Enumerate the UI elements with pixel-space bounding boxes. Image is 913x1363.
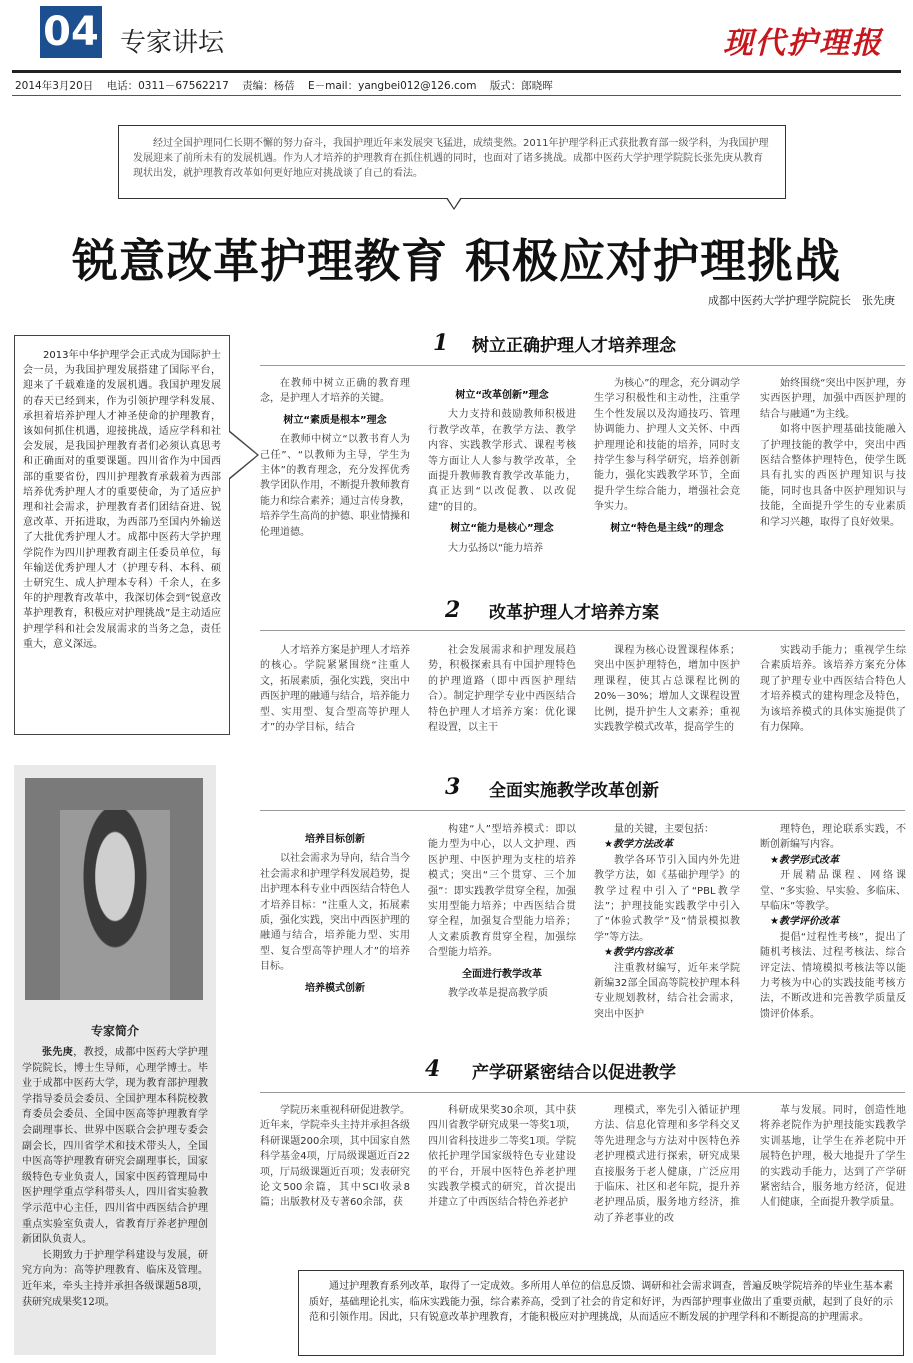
section-1-subhead-3: 树立“能力是核心”理念 bbox=[450, 523, 554, 535]
section-1-col-2: 树立“改革创新”理念 大力支持和鼓励教师积极进行教学改革，在教学方法、教学内容、实践教学形式、课程考核等方面让人人参与教学改革，全面提升教师教育教学改革能力，真正达到“以改促教、以改促建”的目的。 树立“能力是核心”理念 大力弘扬以“能力培养 bbox=[428, 390, 576, 554]
section-4-col-3: 理模式，率先引入循证护理方法、信息化管理和多学科交叉等先进理念与方法对中医特色养老护理模式进行探索，研究成果直接服务于老人健康，广泛应用于临床、社区和老年院，提升养老护理品质，服务地方经济，推动了养老事业的改 bbox=[594, 1105, 740, 1224]
author-portrait-icon bbox=[60, 810, 170, 1000]
section-3-title: 全面实施教学改革创新 bbox=[489, 781, 659, 801]
bio-title: 专家简介 bbox=[90, 1024, 139, 1038]
section-3-star-2: ★教学内容改革 bbox=[604, 947, 673, 959]
bio-name: 张先庚 bbox=[42, 1047, 74, 1058]
page-number: 04 bbox=[40, 6, 102, 58]
section-1-subhead-4: 树立“特色是主线”的理念 bbox=[610, 522, 724, 534]
section-3-subhead-2: 培养模式创新 bbox=[305, 982, 365, 994]
section-1-col-3: 为核心”的理念，充分调动学生学习积极性和主动性，注重学生个性发展以及沟通技巧、管理协调能力、护理人文关怀、中西护理理论和技能的培养，同时支持学生参与科学研究，培养创新能力，强化实践教学环节，全面提升学生综合能力，增强社会竞争实力。 树立“特色是主线”的理念 bbox=[594, 376, 740, 540]
section-2-col-3: 课程为核心设置课程体系；突出中医护理特色，增加中医护理课程，使其占总课程比例的20%－30%；增加人文课程设置比例，提升护生人文素养；重视实践教学模式改革，提高学生的 bbox=[594, 645, 740, 734]
newspaper-logo: 现代护理报 bbox=[723, 26, 883, 61]
header-rule-thin bbox=[12, 95, 901, 96]
section-3-star-4: ★教学评价改革 bbox=[770, 916, 839, 928]
section-3-star-3: ★教学形式改革 bbox=[770, 854, 839, 866]
bio-text bbox=[22, 1045, 208, 1310]
section-2-col-1: 人才培养方案是护理人才培养的核心。学院紧紧围绕“注重人文，拓展素质，强化实践，突出中西医护理的融通与结合，培养能力型、实用型、复合型高等护理人才”的办学目标，结合 bbox=[260, 645, 410, 734]
section-4-number: 4 bbox=[425, 1056, 441, 1082]
section-3-number: 3 bbox=[445, 774, 461, 800]
section-3-col-2: 构建“人”型培养模式：即以能力型为中心，以人文护理、西医护理、中医护理为支柱的培养模式；突出“三个贯穿、三个加强”：即实践教学贯穿全程，加强实用型能力培养；中西医结合贯穿全程，加强复合型能力培养；人文素质教育贯穿全程，加强综合型能力培养。 全面进行教学改革 教学改革是提高教学质 bbox=[428, 824, 576, 1000]
section-3-subhead-3: 全面进行教学改革 bbox=[462, 968, 542, 980]
byline: 成都中医药大学护理学院院长 张先庚 bbox=[708, 294, 895, 307]
section-3-col-3: 量的关键，主要包括： ★教学方法改革 教学各环节引入国内外先进教学方法，如《基础护理学》的教学过程中引入了“PBL教学法”；护理技能实践教学中引入了“体验式教学”及“情景模拟教学”等方法。 ★教学内容改革 注重教材编写，近年来学院新编32部全国高等院校护理本科专业规划教材，结合社会需求，突出中医护 bbox=[594, 824, 740, 1020]
section-2-col-2: 社会发展需求和护理发展趋势，积极探索具有中国护理特色的护理道路（即中西医护理结合）。制定护理学专业中西医结合特色护理人才培养方案：优化课程设置，以主干 bbox=[428, 645, 576, 734]
section-1-subhead-2: 树立“改革创新”理念 bbox=[455, 390, 549, 401]
email: E－mail：yangbei012@126.com bbox=[307, 80, 477, 92]
bio-p1: ，教授，成都中医药大学护理学院院长，博士生导师，心理学博士。毕业于成都中医药大学，现为教育部护理教学指导委员会委员、全国护理本科院校教育委员会委员、全国中医高等护理教育学会副理事长、世界中医联合会护理专委会副会长，四川省学术和技术带头人，全国中医高等护理教育研究会副理事长，国家级特色专业负责人，国家中医药管理局中医护理学重点学科带头人，四川省实验教学示范中心主任，四川省中西医结合护理重点实验室负责人，省教育厅养老护理创新团队负责人。 bbox=[22, 1047, 209, 1246]
header-meta bbox=[15, 78, 563, 93]
bio-p2: 长期致力于护理学科建设与发展，研究方向为：高等护理教育、临床及管理。近年来，牵头主持并承担各级课题58项，获研究成果奖12项。 bbox=[22, 1249, 208, 1308]
section-3-col-4: 理特色，理论联系实践，不断创新编写内容。 ★教学形式改革 开展精品课程、网络课堂、“多实验、早实验、多临床、早临床”等教学。 ★教学评价改革 提倡“过程性考核”，提出了随机考核法、过程考核法、综合评定法、情境模拟考核法等以能力考核为中心的实践技能考核方法，不断改进和完善教学质量反馈评价体系。 bbox=[760, 824, 906, 1020]
section-3-col-1: 培养目标创新 以社会需求为导向，结合当今社会需求和护理学科发展趋势，提出护理本科专业中西医结合特色人才培养目标：“注重人文，拓展素质，强化实践，突出中西医护理的融通与结合，培养能力型、实用型、复合型高等护理人才”的培养目标。 培养模式创新 bbox=[260, 826, 410, 1000]
section-4-col-2: 科研成果奖30余项，其中获四川省教学研究成果一等奖1项，四川省科技进步二等奖1项。学院依托护理学国家级特色专业建设的平台，开展中医特色养老护理实践教学模式的研究，首次提出并建立了中西医结合特色养老护 bbox=[428, 1105, 576, 1209]
header-rule bbox=[12, 70, 901, 73]
layout-editor: 版式：郎晓晖 bbox=[489, 80, 553, 92]
conclusion-box: 通过护理教育系列改革，取得了一定成效。多所用人单位的信息反馈、调研和社会需求调查，普遍反映学院培养的毕业生基本素质好，基础理论扎实，临床实践能力强，综合素养高，受到了社会的肯定和好评，为西部护理事业做出了重要贡献，起到了良好的示范和引领作用。因此，只有锐意改革护理教育，才能积极应对护理挑战，从而适应不断发展的护理学科和不断提高的护理需求。 bbox=[298, 1270, 904, 1356]
section-4-col-4: 革与发展。同时，创造性地将养老院作为护理技能实践教学实训基地，让学生在养老院中开展特色护理，极大地提升了学生的实践动手能力，达到了产学研紧密结合，服务地方经济，促进人们健康，全面提升教学质量。 bbox=[760, 1105, 906, 1209]
section-4-title: 产学研紧密结合以促进教学 bbox=[472, 1063, 676, 1083]
section-3-star-1: ★教学方法改革 bbox=[604, 839, 673, 851]
editor: 责编：杨蓓 bbox=[242, 80, 295, 92]
section-2-col-4: 实践动手能力；重视学生综合素质培养。该培养方案充分体现了护理专业中西医结合特色人才培养模式的建构理念及特色，为该培养模式的具体实施提供了有力保障。 bbox=[760, 645, 906, 734]
issue-date: 2014年3月20日 bbox=[15, 80, 94, 92]
section-4-col-1: 学院历来重视科研促进教学。近年来，学院牵头主持并承担各级科研课题200余项，其中国家自然科学基金4项，厅局级课题近百22项，厅局级课题近百项；发表研究论文500余篇，其中SCI收录8篇；出版教材及专著60余部，获 bbox=[260, 1105, 410, 1209]
section-2-title: 改革护理人才培养方案 bbox=[489, 603, 659, 623]
section-1-col-1: 在教师中树立正确的教育理念，是护理人才培养的关键。 树立“素质是根本”理念 在教师中树立“以教书育人为己任”、“以教师为主导，学生为主体”的教育理念，充分发挥优秀教学团队作用，不断提升教师教育能力和综合素养；通过言传身教，培养学生高尚的护德、职业情操和伦理道德。 bbox=[260, 378, 410, 538]
section-1-col-4: 始终围绕“突出中医护理，夯实西医护理，加强中西医护理的结合与融通”为主线。 如将中医护理基础技能融入了护理技能的教学中，突出中西医结合整体护理特色，使学生既具有扎实的西医护理知识与技能，同时也具备中医护理知识与技能，全面提升学生的专业素质和学习兴趣，取得了良好效果。 bbox=[760, 378, 906, 528]
section-1-subhead-1: 树立“素质是根本”理念 bbox=[283, 414, 387, 426]
column-title: 专家讲坛 bbox=[120, 28, 225, 58]
section-3-subhead-1: 培养目标创新 bbox=[305, 834, 365, 845]
phone: 电话：0311－67562217 bbox=[106, 80, 229, 92]
intro-box: 2013年中华护理学会正式成为国际护士会一员，为我国护理发展搭建了国际平台，迎来了千载难逢的发展机遇。我国护理发展的春天已经到来，作为引领护理学科发展、承担着培养护理人才神圣使命的护理教育，该如何抓住机遇，迎接挑战，适应学科和社会发展，是我国护理教育者们必须认真思考和正确面对的重要课题。四川省作为中国西部的重要省份，四川护理教育承载着为西部培养优秀护理人才的重要使命，为了适应护理和社会需求，护理教育者们团结奋进、锐意改革、开拓进取，为西部乃至国内外输送了大批优秀护理人才。成都中医药大学护理学院作为四川护理教育副主任委员单位，每年输送优秀护理人才（护理专科、本科、硕士研究生、成人护理本专科）千余人，在多年的护理教育改革中，我深切体会到“锐意改革护理教育，积极应对护理挑战”是主动适应护理学科和社会发展需求的当务之急，责任重大，意义深远。 bbox=[14, 335, 230, 735]
section-1-title: 树立正确护理人才培养理念 bbox=[472, 336, 676, 356]
section-2-number: 2 bbox=[445, 597, 461, 623]
headline: 锐意改革护理教育 积极应对护理挑战 bbox=[71, 234, 841, 288]
lead-paragraph: 经过全国护理同仁长期不懈的努力奋斗，我国护理近年来发展突飞猛进，成绩斐然。2011年护理学科正式获批教育部一级学科，为我国护理发展迎来了前所未有的发展机遇。作为人才培养的护理教育在抓住机遇的同时，也面对了诸多挑战。成都中医药大学护理学院院长张先庚从教育现状出发，就护理教育改革如何更好地应对挑战谈了自己的看法。 bbox=[118, 125, 786, 199]
section-1-number: 1 bbox=[433, 330, 449, 356]
